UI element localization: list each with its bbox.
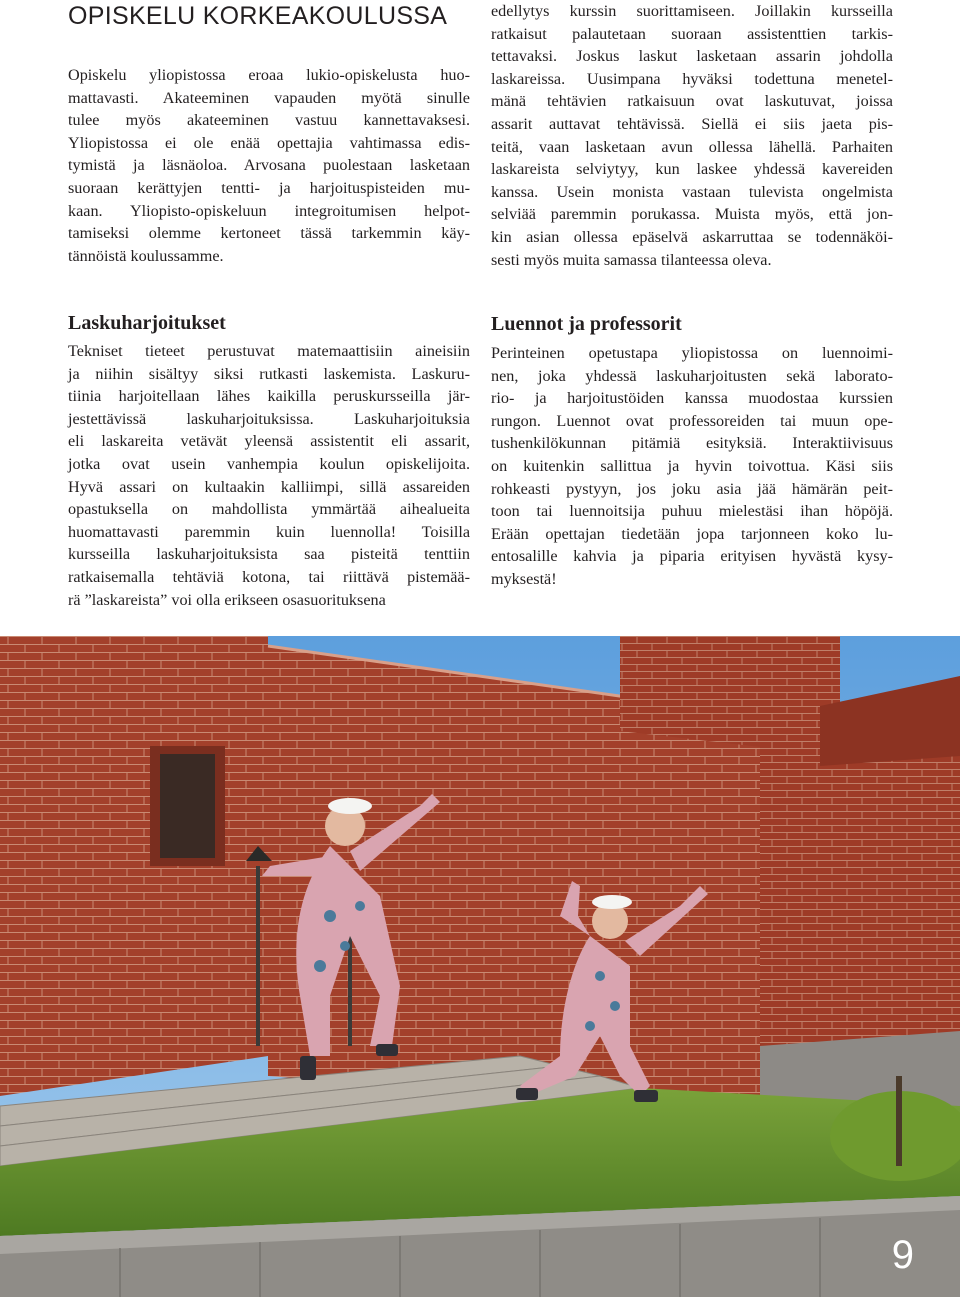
continuation-line: assarit auttavat tehtävissä. Siellä ei siis jaeta pis- (491, 114, 893, 133)
continuation-line: selviää paremmin porukassa. Muista myös, että jon- (491, 205, 893, 224)
laskuharjoitukset-line: ja niihin sisältyy siksi rutkasti laskemista. Laskuru- (68, 364, 470, 383)
laskuharjoitukset-line: eli laskareita vetävät yleensä assistentit eli assarit, (68, 432, 470, 451)
laskuharjoitukset-line: rä ”laskareista” voi olla erikseen osasuorituksena (68, 590, 386, 609)
laskuharjoitukset-line: Hyvä assari on kultaakin kalliimpi, sillä assareiden (68, 477, 470, 496)
laskuharjoitukset-line: opastuksella on mahdollista ymmärtää aihealueita (68, 500, 470, 519)
luennot-line: Perinteinen opetustapa yliopistossa on luennoimi- (491, 344, 893, 362)
luennot-line: nen, joka yhdessä laskuharjoitusten sekä laborato- (491, 366, 893, 385)
intro-line: tännöistä koulussamme. (68, 246, 224, 265)
section-heading-laskuharjoitukset: Laskuharjoitukset (68, 312, 226, 334)
luennot-line: rio- ja harjoitustöiden kanssa muodostaa kurssien (491, 389, 893, 408)
continuation-line: teitä, vaan lasketaan avun ollessa lähellä. Parhaiten (491, 137, 893, 156)
luennot-line: Erään opettajan tiedetään jopa tarjonneen koko lu- (491, 524, 893, 543)
section-heading-luennot: Luennot ja professorit (491, 313, 682, 335)
luennot-line: on kuitenkin sallittua ja hyvin toivottua. Käsi siis (491, 456, 893, 475)
intro-paragraph (68, 64, 470, 267)
continuation-line: ratkaisut palautetaan suoraan assistenttien tarkis- (491, 24, 893, 43)
laskuharjoitukset-line: jestettävissä laskuharjoituksissa. Laskuharjoituksia (68, 409, 470, 428)
laskuharjoitukset-line: tiinia harjoitellaan lähes kaikilla peruskursseilla jär- (68, 387, 470, 406)
luennot-line: tushenkilökunnan pitämiä esityksiä. Interaktiivisuus (491, 434, 893, 453)
continuation-line: laskareissa. Uusimpana hyväksi todettuna menetel- (491, 69, 893, 88)
students-jumping-photo (0, 636, 960, 1297)
continuation-line: edellytys kurssin suorittamiseen. Joillakin kursseilla (491, 2, 893, 20)
continuation-line: sesti myös muita samassa tilanteessa oleva. (491, 250, 772, 269)
laskuharjoitukset-line: huomattavasti paremmin kuin luennolla! Toisilla (68, 522, 470, 541)
continuation-line: laskareista selviytyy, kun laskee yhdessä kavereiden (491, 160, 893, 179)
laskuharjoitukset-line: jotka ovat usein vanhempia koulun opiskelijoita. (68, 454, 470, 473)
intro-line: Opiskelu yliopistossa eroaa lukio-opiskelusta huo- (68, 66, 470, 84)
laskuharjoitukset-line: Tekniset tieteet perustuvat matemaattisiin aineisiin (68, 342, 470, 360)
intro-line: tamiseksi olemme kertoneet tässä tarkemmin käy- (68, 224, 470, 243)
luennot-line: entosalille kahvia ja piparia erityisen hyvästä kysy- (491, 547, 893, 566)
laskuharjoitukset-line: kursseilla laskuharjoituksista saa pisteitä tenttiin (68, 545, 470, 564)
luennot-line: rohkeasti pystyyn, jos joku asia jää hämärän peit- (491, 479, 893, 498)
continuation-line: mänä tehtävien ratkaisuun ovat laskutuvat, joissa (491, 92, 893, 111)
continuation-line: tettavaksi. Joskus laskut lasketaan assarin johdolla (491, 47, 893, 66)
luennot-line: toon tai luennoitsija puhuu mielestäsi ihan höpöjä. (491, 502, 893, 521)
luennot-line: rungon. Luennot ovat professoreiden tai muun ope- (491, 411, 893, 430)
luennot-line: myksestä! (491, 569, 557, 588)
continuation-paragraph (491, 0, 893, 271)
intro-line: Yliopistossa ei ole enää opettajia vahtimassa edis- (68, 133, 470, 152)
intro-line: suoraan kerättyjen tentti- ja harjoituspisteiden mu- (68, 178, 470, 197)
intro-line: mattavasti. Akateeminen vapauden myötä sinulle (68, 88, 470, 107)
continuation-line: kin asian ollessa epäselvä askarruttaa se todennäköi- (491, 227, 893, 246)
intro-line: tymistä ja läsnäoloa. Arvosana puolestaan lasketaan (68, 156, 470, 175)
luennot-paragraph (491, 342, 893, 591)
intro-line: tulee myös akateeminen vastuu kannettavaksesi. (68, 111, 470, 130)
continuation-line: kanssa. Usein monista vastaan tulevista ongelmista (491, 182, 893, 201)
page-title: OPISKELU KORKEAKOULUSSA (68, 2, 448, 30)
laskuharjoitukset-paragraph (68, 340, 470, 611)
intro-line: kaan. Yliopisto-opiskeluun integroitumisen helpot- (68, 201, 470, 220)
laskuharjoitukset-line: ratkaisemalla tehtäviä kotona, tai riittävä pistemää- (68, 567, 470, 586)
page-number: 9 (891, 1233, 914, 1277)
